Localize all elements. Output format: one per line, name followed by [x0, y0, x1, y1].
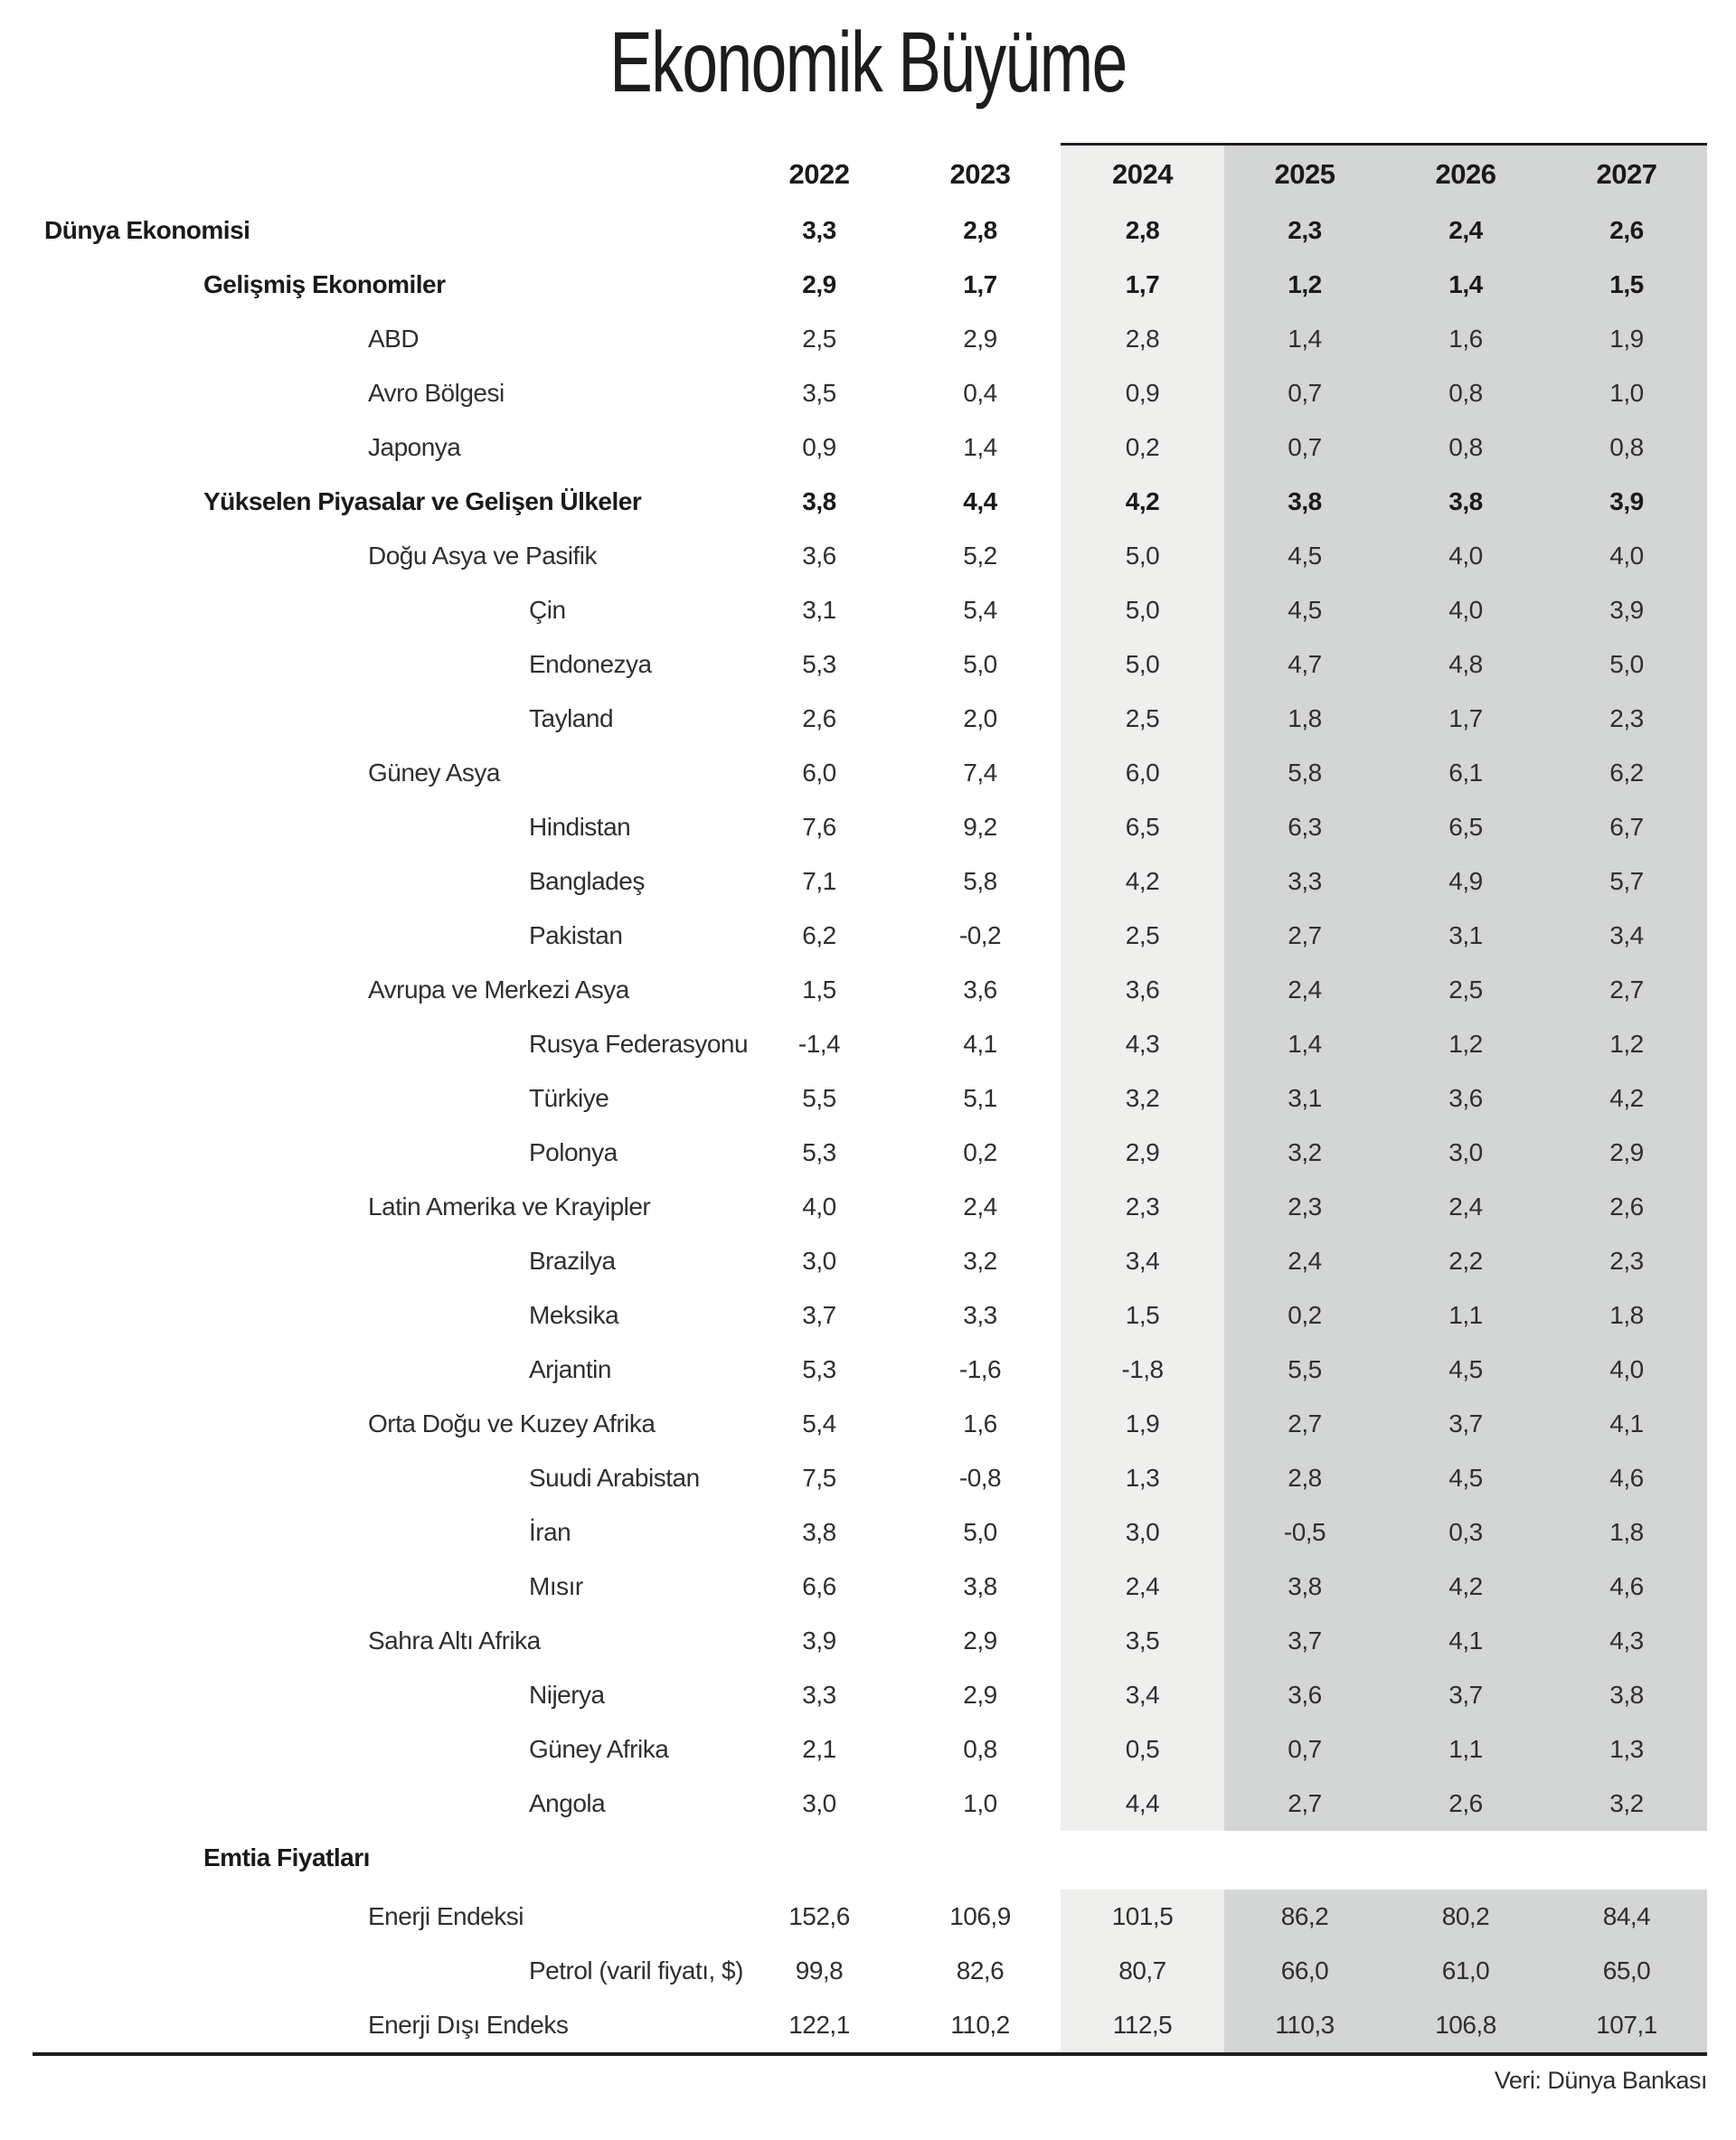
value-cell: 2,7 — [1224, 909, 1385, 963]
value-cell: 107,1 — [1546, 1998, 1707, 2052]
table-row — [33, 1614, 1707, 1668]
value-cell: -1,8 — [1061, 1343, 1224, 1397]
row-label: Güney Asya — [368, 759, 500, 787]
value-cell: 3,8 — [963, 1572, 997, 1600]
value-cell: 5,0 — [963, 650, 997, 678]
value-cell: 3,8 — [1546, 1668, 1707, 1722]
value-cell: 1,7 — [963, 270, 997, 298]
value-cell: 3,6 — [1061, 963, 1224, 1017]
row-label: Japonya — [368, 433, 461, 461]
value-cell: 106,8 — [1385, 1998, 1546, 2052]
value-cell: 86,2 — [1224, 1890, 1385, 1944]
table-row — [33, 692, 1707, 746]
row-label: Enerji Dışı Endeks — [368, 2011, 569, 2039]
value-cell: 1,0 — [1546, 366, 1707, 420]
value-cell: 82,6 — [956, 1956, 1005, 1984]
value-cell: 3,3 — [1224, 854, 1385, 909]
table-row — [33, 312, 1707, 366]
year-column-header: 2027 — [1546, 146, 1707, 203]
value-cell: 4,1 — [963, 1030, 997, 1058]
value-cell: 1,0 — [963, 1789, 997, 1817]
value-cell: 152,6 — [788, 1902, 850, 1930]
value-cell: 2,5 — [802, 325, 836, 353]
row-label: Avrupa ve Merkezi Asya — [368, 976, 629, 1004]
row-label: Doğu Asya ve Pasifik — [368, 542, 598, 570]
row-label: Rusya Federasyonu — [529, 1030, 749, 1058]
table-row — [33, 1722, 1707, 1777]
value-cell: 3,6 — [963, 976, 997, 1004]
value-cell: 7,6 — [802, 813, 836, 841]
value-cell: 1,9 — [1061, 1397, 1224, 1451]
year-column-header: 2025 — [1224, 146, 1385, 203]
value-cell: 3,7 — [802, 1301, 836, 1329]
section-header-commodities — [33, 1831, 1707, 1885]
table-row — [33, 1017, 1707, 1071]
year-header-row — [33, 146, 1707, 203]
value-cell: 6,0 — [1061, 746, 1224, 800]
value-cell: 0,2 — [1224, 1288, 1385, 1343]
value-cell: 4,2 — [1546, 1071, 1707, 1126]
value-cell: 1,8 — [1224, 692, 1385, 746]
value-cell: 0,9 — [802, 433, 836, 461]
page-title: Ekonomik Büyüme — [609, 14, 1127, 110]
value-cell: 2,5 — [1385, 963, 1546, 1017]
value-cell: 2,4 — [1224, 1234, 1385, 1288]
table-row — [33, 420, 1707, 475]
value-cell: 4,0 — [1546, 529, 1707, 583]
value-cell: 4,5 — [1224, 529, 1385, 583]
value-cell: 5,4 — [802, 1409, 836, 1438]
table-row — [33, 258, 1707, 312]
value-cell: 80,7 — [1061, 1944, 1224, 1998]
row-label: Çin — [529, 596, 566, 624]
value-cell: 4,9 — [1385, 854, 1546, 909]
value-cell: 4,5 — [1224, 583, 1385, 637]
value-cell: 2,2 — [1385, 1234, 1546, 1288]
value-cell: 4,2 — [1061, 475, 1224, 529]
value-cell: 3,5 — [802, 379, 836, 407]
value-cell: 3,9 — [1546, 475, 1707, 529]
value-cell: 3,7 — [1385, 1397, 1546, 1451]
value-cell: 5,0 — [1061, 637, 1224, 692]
value-cell: 3,1 — [1224, 1071, 1385, 1126]
row-label: Hindistan — [529, 813, 631, 841]
value-cell: 6,2 — [1546, 746, 1707, 800]
table-row — [33, 203, 1707, 258]
value-cell: -0,5 — [1224, 1505, 1385, 1560]
value-cell: -1,6 — [958, 1355, 1002, 1383]
table-row — [33, 963, 1707, 1017]
value-cell: 1,4 — [1224, 312, 1385, 366]
row-label: Arjantin — [529, 1355, 611, 1383]
value-cell: 4,0 — [1385, 529, 1546, 583]
value-cell: 5,0 — [1061, 583, 1224, 637]
value-cell: 2,3 — [1061, 1180, 1224, 1234]
value-cell: 3,0 — [802, 1789, 836, 1817]
value-cell: 2,6 — [1546, 1180, 1707, 1234]
value-cell: 3,2 — [1224, 1126, 1385, 1180]
value-cell: 2,8 — [963, 216, 997, 244]
row-label: İran — [529, 1518, 571, 1546]
year-column-header: 2026 — [1385, 146, 1546, 203]
value-cell: 2,8 — [1061, 203, 1224, 258]
table-row — [33, 1998, 1707, 2052]
value-cell: 99,8 — [795, 1956, 844, 1984]
value-cell: 80,2 — [1385, 1890, 1546, 1944]
table-row — [33, 1397, 1707, 1451]
value-cell: 2,1 — [802, 1735, 836, 1763]
table-row — [33, 1126, 1707, 1180]
table-row — [33, 529, 1707, 583]
row-label: Yükselen Piyasalar ve Gelişen Ülkeler — [203, 487, 642, 515]
value-cell: 0,2 — [963, 1138, 997, 1166]
value-cell: 2,3 — [1224, 1180, 1385, 1234]
row-label: Dünya Ekonomisi — [44, 216, 250, 244]
value-cell: 3,0 — [1061, 1505, 1224, 1560]
value-cell: 6,7 — [1546, 800, 1707, 854]
value-cell: 2,3 — [1546, 1234, 1707, 1288]
row-label: Latin Amerika ve Krayipler — [368, 1193, 651, 1221]
value-cell: 0,4 — [963, 379, 997, 407]
value-cell: 3,6 — [802, 542, 836, 570]
value-cell: 1,5 — [1546, 258, 1707, 312]
value-cell: 3,0 — [1385, 1126, 1546, 1180]
value-cell: 5,8 — [963, 867, 997, 895]
value-cell: 4,6 — [1546, 1451, 1707, 1505]
value-cell: 2,5 — [1061, 909, 1224, 963]
value-cell: 2,7 — [1546, 963, 1707, 1017]
value-cell: 4,4 — [1061, 1777, 1224, 1831]
value-cell: 2,0 — [963, 704, 997, 732]
value-cell: 106,9 — [949, 1902, 1011, 1930]
value-cell: 122,1 — [788, 2011, 850, 2039]
row-label: Avro Bölgesi — [368, 379, 505, 407]
table-row — [33, 1234, 1707, 1288]
value-cell: 3,8 — [802, 487, 836, 515]
value-cell: 3,8 — [802, 1518, 836, 1546]
value-cell: 101,5 — [1061, 1890, 1224, 1944]
value-cell: 3,8 — [1385, 475, 1546, 529]
value-cell: 4,0 — [1546, 1343, 1707, 1397]
value-cell: 2,6 — [802, 704, 836, 732]
growth-table — [33, 143, 1707, 2095]
value-cell: 2,4 — [1385, 1180, 1546, 1234]
value-cell: 3,8 — [1224, 475, 1385, 529]
value-cell: 4,8 — [1385, 637, 1546, 692]
value-cell: 2,3 — [1546, 692, 1707, 746]
value-cell: 3,6 — [1224, 1668, 1385, 1722]
value-cell: 5,2 — [963, 542, 997, 570]
value-cell: 1,2 — [1546, 1017, 1707, 1071]
table-bottom-rule — [33, 2052, 1707, 2056]
year-column-header: 2024 — [1061, 146, 1224, 203]
value-cell: 5,8 — [1224, 746, 1385, 800]
table-row — [33, 1071, 1707, 1126]
row-label: Angola — [529, 1789, 606, 1817]
value-cell: 5,0 — [1546, 637, 1707, 692]
row-label: Endonezya — [529, 650, 652, 678]
value-cell: 0,5 — [1061, 1722, 1224, 1777]
value-cell: 1,6 — [963, 1409, 997, 1438]
value-cell: 1,9 — [1546, 312, 1707, 366]
section-header-label: Emtia Fiyatları — [203, 1843, 370, 1871]
value-cell: 5,3 — [802, 650, 836, 678]
value-cell: 4,3 — [1061, 1017, 1224, 1071]
value-cell: 3,7 — [1224, 1614, 1385, 1668]
row-label: Brazilya — [529, 1247, 616, 1275]
row-label: Bangladeş — [529, 867, 645, 895]
value-cell: 3,4 — [1546, 909, 1707, 963]
value-cell: 2,9 — [1546, 1126, 1707, 1180]
value-cell: 1,7 — [1385, 692, 1546, 746]
table-row — [33, 637, 1707, 692]
value-cell: 2,6 — [1546, 203, 1707, 258]
value-cell: 5,0 — [963, 1518, 997, 1546]
table-row — [33, 746, 1707, 800]
value-cell: 4,0 — [802, 1193, 836, 1221]
value-cell: 4,6 — [1546, 1560, 1707, 1614]
row-label: Suudi Arabistan — [529, 1464, 700, 1492]
value-cell: 3,1 — [802, 596, 836, 624]
table-row — [33, 1777, 1707, 1831]
value-cell: 4,4 — [963, 487, 997, 515]
table-body — [33, 146, 1707, 2052]
table-row — [33, 854, 1707, 909]
value-cell: 5,3 — [802, 1138, 836, 1166]
value-cell: 2,7 — [1224, 1397, 1385, 1451]
value-cell: -0,2 — [958, 921, 1002, 949]
table-row — [33, 1451, 1707, 1505]
value-cell: 2,4 — [1061, 1560, 1224, 1614]
data-source-note: Veri: Dünya Bankası — [1494, 2067, 1707, 2094]
value-cell: 6,0 — [802, 759, 836, 787]
value-cell: 0,8 — [1385, 366, 1546, 420]
value-cell: 4,7 — [1224, 637, 1385, 692]
table-row — [33, 1560, 1707, 1614]
value-cell: 4,2 — [1385, 1560, 1546, 1614]
value-cell: 2,4 — [1224, 963, 1385, 1017]
value-cell: 2,9 — [963, 325, 997, 353]
row-label: Güney Afrika — [529, 1735, 669, 1763]
table-row — [33, 583, 1707, 637]
value-cell: 3,3 — [963, 1301, 997, 1329]
value-cell: 2,3 — [1224, 203, 1385, 258]
value-cell: 0,8 — [963, 1735, 997, 1763]
value-cell: 3,5 — [1061, 1614, 1224, 1668]
value-cell: 5,7 — [1546, 854, 1707, 909]
row-label: Pakistan — [529, 921, 623, 949]
value-cell: 0,8 — [1385, 420, 1546, 475]
value-cell: 2,9 — [1061, 1126, 1224, 1180]
value-cell: 2,4 — [963, 1193, 997, 1221]
table-row — [33, 366, 1707, 420]
value-cell: 6,5 — [1061, 800, 1224, 854]
value-cell: 0,2 — [1061, 420, 1224, 475]
value-cell: 4,1 — [1385, 1614, 1546, 1668]
value-cell: 1,3 — [1546, 1722, 1707, 1777]
value-cell: 3,3 — [802, 216, 836, 244]
value-cell: 7,5 — [802, 1464, 836, 1492]
value-cell: 1,4 — [1224, 1017, 1385, 1071]
value-cell: 1,5 — [802, 976, 836, 1004]
value-cell: 1,7 — [1061, 258, 1224, 312]
value-cell: 3,2 — [1061, 1071, 1224, 1126]
value-cell: 2,8 — [1224, 1451, 1385, 1505]
value-cell: 5,3 — [802, 1355, 836, 1383]
row-label: Polonya — [529, 1138, 618, 1166]
value-cell: 1,8 — [1546, 1288, 1707, 1343]
value-cell: 3,0 — [802, 1247, 836, 1275]
row-label: Sahra Altı Afrika — [368, 1626, 541, 1654]
value-cell: 4,0 — [1385, 583, 1546, 637]
value-cell: 2,8 — [1061, 312, 1224, 366]
year-column-header: 2023 — [949, 158, 1011, 190]
value-cell: 1,2 — [1224, 258, 1385, 312]
value-cell: 4,5 — [1385, 1451, 1546, 1505]
value-cell: 3,9 — [802, 1626, 836, 1654]
value-cell: 0,7 — [1224, 420, 1385, 475]
value-cell: 7,4 — [963, 759, 997, 787]
value-cell: 3,2 — [963, 1247, 997, 1275]
value-cell: 2,9 — [963, 1681, 997, 1709]
value-cell: 1,2 — [1385, 1017, 1546, 1071]
value-cell: 3,4 — [1061, 1668, 1224, 1722]
value-cell: 3,6 — [1385, 1071, 1546, 1126]
value-cell: 3,7 — [1385, 1668, 1546, 1722]
value-cell: 3,9 — [1546, 583, 1707, 637]
value-cell: 1,1 — [1385, 1288, 1546, 1343]
value-cell: 0,9 — [1061, 366, 1224, 420]
table-row — [33, 1668, 1707, 1722]
value-cell: 84,4 — [1546, 1890, 1707, 1944]
value-cell: 3,1 — [1385, 909, 1546, 963]
value-cell: 4,2 — [1061, 854, 1224, 909]
value-cell: 112,5 — [1061, 1998, 1224, 2052]
value-cell: 1,6 — [1385, 312, 1546, 366]
table-row — [33, 1288, 1707, 1343]
value-cell: 1,5 — [1061, 1288, 1224, 1343]
value-cell: 1,4 — [1385, 258, 1546, 312]
row-label: Orta Doğu ve Kuzey Afrika — [368, 1409, 656, 1438]
value-cell: 1,3 — [1061, 1451, 1224, 1505]
value-cell: 2,9 — [963, 1626, 997, 1654]
row-label: Gelişmiş Ekonomiler — [203, 270, 446, 298]
value-cell: 5,1 — [963, 1084, 997, 1112]
value-cell: 0,7 — [1224, 1722, 1385, 1777]
value-cell: 4,5 — [1385, 1343, 1546, 1397]
value-cell: 2,7 — [1224, 1777, 1385, 1831]
value-cell: -1,4 — [797, 1030, 841, 1058]
row-label: Meksika — [529, 1301, 619, 1329]
value-cell: 3,4 — [1061, 1234, 1224, 1288]
value-cell: 0,8 — [1546, 420, 1707, 475]
value-cell: 9,2 — [963, 813, 997, 841]
table-row — [33, 1944, 1707, 1998]
value-cell: 110,2 — [950, 2011, 1010, 2039]
value-cell: 3,8 — [1224, 1560, 1385, 1614]
value-cell: 5,0 — [1061, 529, 1224, 583]
table-row — [33, 909, 1707, 963]
value-cell: 5,5 — [802, 1084, 836, 1112]
value-cell: 0,3 — [1385, 1505, 1546, 1560]
table-row — [33, 1343, 1707, 1397]
row-label: Enerji Endeksi — [368, 1902, 524, 1930]
value-cell: 61,0 — [1385, 1944, 1546, 1998]
value-cell: 6,5 — [1385, 800, 1546, 854]
value-cell: 6,6 — [802, 1572, 836, 1600]
value-cell: 7,1 — [802, 867, 836, 895]
value-cell: 4,3 — [1546, 1614, 1707, 1668]
row-label: Petrol (varil fiyatı, $) — [529, 1956, 743, 1984]
value-cell: 1,8 — [1546, 1505, 1707, 1560]
value-cell: 0,7 — [1224, 366, 1385, 420]
value-cell: 6,1 — [1385, 746, 1546, 800]
value-cell: 5,5 — [1224, 1343, 1385, 1397]
table-row — [33, 1505, 1707, 1560]
value-cell: 2,6 — [1385, 1777, 1546, 1831]
value-cell: 2,5 — [1061, 692, 1224, 746]
value-cell: 66,0 — [1224, 1944, 1385, 1998]
value-cell: 4,1 — [1546, 1397, 1707, 1451]
value-cell: 1,4 — [963, 433, 997, 461]
year-column-header: 2022 — [788, 158, 850, 190]
value-cell: -0,8 — [958, 1464, 1002, 1492]
row-label: Nijerya — [529, 1681, 605, 1709]
value-cell: 6,2 — [802, 921, 836, 949]
value-cell: 5,4 — [963, 596, 997, 624]
value-cell: 2,9 — [802, 270, 836, 298]
row-label: ABD — [368, 325, 420, 353]
value-cell: 3,3 — [802, 1681, 836, 1709]
table-row — [33, 1180, 1707, 1234]
row-label: Mısır — [529, 1572, 583, 1600]
header-label-spacer — [33, 146, 739, 203]
value-cell: 2,4 — [1385, 203, 1546, 258]
table-row — [33, 800, 1707, 854]
value-cell: 65,0 — [1546, 1944, 1707, 1998]
table-row — [33, 1890, 1707, 1944]
row-label: Türkiye — [529, 1084, 609, 1112]
value-cell: 6,3 — [1224, 800, 1385, 854]
value-cell: 3,2 — [1546, 1777, 1707, 1831]
value-cell: 1,1 — [1385, 1722, 1546, 1777]
value-cell: 110,3 — [1224, 1998, 1385, 2052]
table-row — [33, 475, 1707, 529]
row-label: Tayland — [529, 704, 614, 732]
